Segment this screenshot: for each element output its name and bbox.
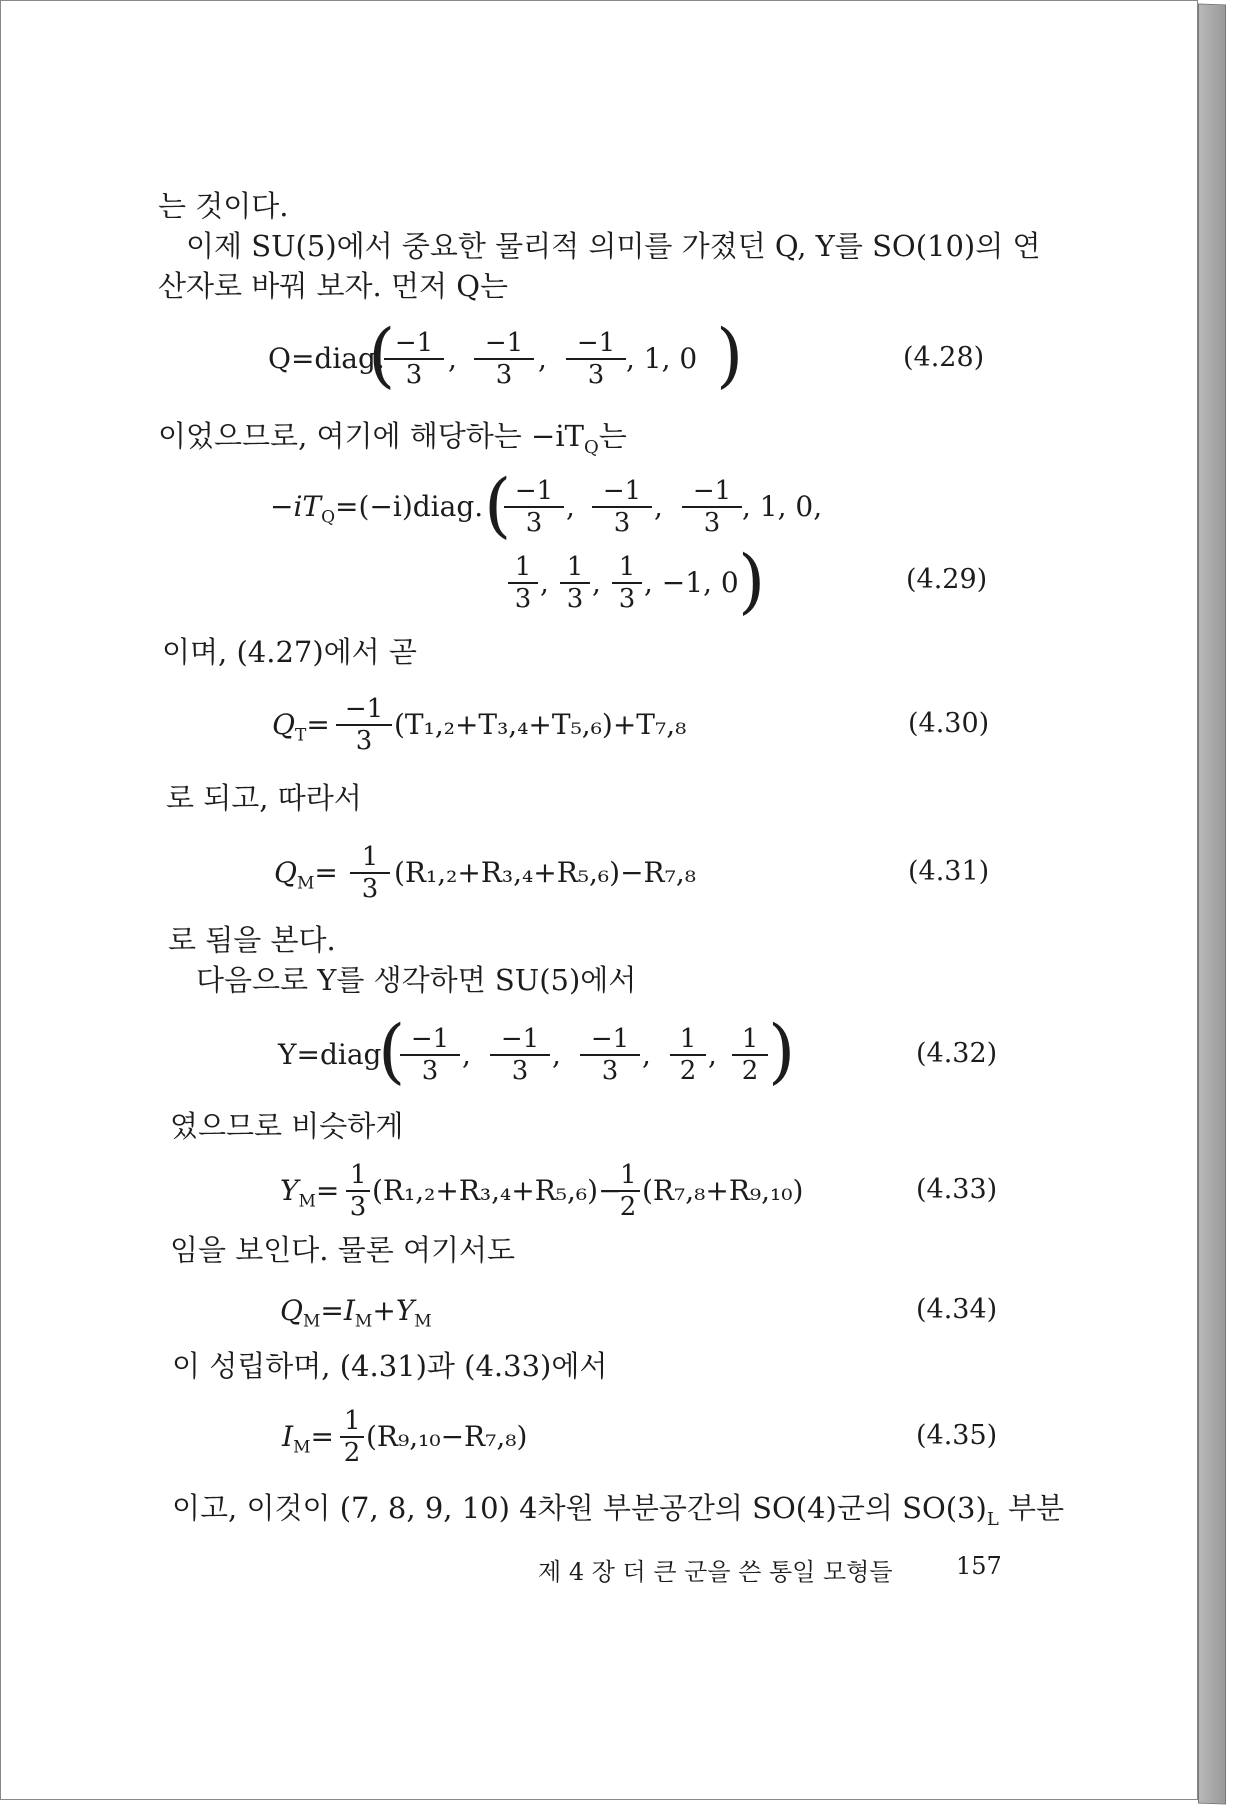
- eq-4-35-lhs: $I_M=$: [282, 1420, 334, 1458]
- eq-4-30-lhs: $Q_T=$: [272, 708, 330, 746]
- eq-4-29-close-paren: ): [738, 540, 766, 622]
- eq-4-28-open-paren: (: [368, 314, 396, 396]
- text-line-6: 로 되고, 따라서: [166, 781, 362, 815]
- eq-4-29-frac-1: $\frac{-1}{3}$: [504, 476, 564, 538]
- eq-4-29-tail-row1: , 1, 0,: [742, 490, 823, 523]
- text-line-9: 였으므로 비슷하게: [170, 1109, 404, 1143]
- eq-4-33-lhs: $Y_M=$: [280, 1174, 340, 1212]
- eq-4-28-lhs: Q=diag.: [268, 342, 385, 375]
- text-line-7: 로 됨을 본다.: [168, 923, 336, 957]
- eq-4-32-comma-3: ,: [642, 1038, 651, 1071]
- eq-4-29-frac-4: $\frac{1}{3}$: [508, 552, 538, 614]
- text-line-5: 이며, (4.27)에서 곧: [162, 635, 417, 669]
- eq-4-32-frac-3: $\frac{-1}{3}$: [580, 1024, 640, 1086]
- eq-4-28-comma-1: ,: [448, 342, 457, 375]
- eq-4-35-frac: $\frac{1}{2}$: [340, 1406, 364, 1468]
- eq-4-34-number: (4.34): [916, 1294, 998, 1325]
- eq-4-30-rhs: (T₁,₂+T₃,₄+T₅,₆)+T₇,₈: [394, 708, 687, 741]
- eq-4-31-number: (4.31): [908, 856, 990, 887]
- eq-4-32-close-paren: ): [768, 1010, 796, 1092]
- text-line-12: 이고, 이것이 (7, 8, 9, 10) 4차원 부분공간의 SO(4)군의 $SO(3)_L$ 부분: [172, 1491, 1065, 1530]
- eq-4-29-comma-4: ,: [592, 566, 601, 599]
- eq-4-28-close-paren: ): [716, 314, 744, 396]
- eq-4-32-comma-4: ,: [708, 1038, 717, 1071]
- eq-4-32-number: (4.32): [916, 1038, 998, 1069]
- running-footer-chapter: 제 4 장 더 큰 군을 쓴 통일 모형들: [538, 1558, 893, 1586]
- eq-4-29-frac-5: $\frac{1}{3}$: [560, 552, 590, 614]
- text-line-11: 이 성립하며, (4.31)과 (4.33)에서: [172, 1349, 608, 1383]
- eq-4-32-comma-2: ,: [552, 1038, 561, 1071]
- text-line-1: 는 것이다.: [158, 189, 289, 223]
- page-number: 157: [956, 1552, 1002, 1580]
- eq-4-29-lhs: $-iT_Q=(-i)diag$.: [270, 490, 484, 528]
- eq-4-33-number: (4.33): [916, 1174, 998, 1205]
- eq-4-31-frac: $\frac{1}{3}$: [350, 842, 390, 904]
- eq-4-29-comma-3: ,: [540, 566, 549, 599]
- eq-4-32-frac-1: $\frac{-1}{3}$: [400, 1024, 460, 1086]
- eq-4-33-rhs: (R₇,₈+R₉,₁₀): [642, 1174, 804, 1207]
- eq-4-29-open-paren: (: [484, 464, 512, 546]
- eq-4-32-frac-5: $\frac{1}{2}$: [732, 1024, 768, 1086]
- eq-4-29-tail-row2: , −1, 0: [644, 566, 739, 599]
- eq-4-32-open-paren: (: [378, 1010, 406, 1092]
- eq-4-29-number: (4.29): [906, 564, 988, 595]
- eq-4-32-comma-1: ,: [462, 1038, 471, 1071]
- eq-4-29-frac-6: $\frac{1}{3}$: [612, 552, 642, 614]
- eq-4-30-number: (4.30): [908, 708, 990, 739]
- eq-4-35-number: (4.35): [916, 1420, 998, 1451]
- eq-4-32-lhs: Y=diag.: [278, 1038, 391, 1071]
- eq-4-28-number: (4.28): [903, 342, 985, 373]
- eq-4-33-mid: (R₁,₂+R₃,₄+R₅,₆)−: [372, 1174, 622, 1207]
- eq-4-28-tail: , 1, 0: [626, 342, 698, 375]
- eq-4-29-frac-2: $\frac{-1}{3}$: [592, 476, 652, 538]
- eq-4-33-frac-1: $\frac{1}{3}$: [346, 1160, 370, 1222]
- eq-4-34-expr: $Q_M=I_M+Y_M$: [280, 1294, 432, 1332]
- eq-4-28-frac-1: $\frac{-1}{3}$: [384, 328, 444, 390]
- eq-4-30-frac: $\frac{-1}{3}$: [336, 694, 392, 756]
- eq-4-32-frac-4: $\frac{1}{2}$: [670, 1024, 706, 1086]
- eq-4-29-comma-1: ,: [566, 490, 575, 523]
- eq-4-31-lhs: $Q_M=$: [274, 856, 338, 894]
- text-line-2: 이제 SU(5)에서 중요한 물리적 의미를 가졌던 Q, Y를 SO(10)의 연: [186, 229, 1041, 263]
- eq-4-28-frac-3: $\frac{-1}{3}$: [566, 328, 626, 390]
- eq-4-28-frac-2: $\frac{-1}{3}$: [474, 328, 534, 390]
- text-line-10: 임을 보인다. 물론 여기서도: [170, 1233, 516, 1267]
- text-line-3: 산자로 바꿔 보자. 먼저 Q는: [158, 269, 509, 303]
- eq-4-35-rhs: (R₉,₁₀−R₇,₈): [366, 1420, 528, 1453]
- text-line-4: 이었으므로, 여기에 해당하는 $-iT_Q$는: [158, 419, 627, 458]
- eq-4-32-frac-2: $\frac{-1}{3}$: [490, 1024, 550, 1086]
- eq-4-29-comma-2: ,: [654, 490, 663, 523]
- eq-4-33-frac-2: $\frac{1}{2}$: [616, 1160, 640, 1222]
- eq-4-29-frac-3: $\frac{-1}{3}$: [682, 476, 742, 538]
- text-line-8: 다음으로 Y를 생각하면 SU(5)에서: [196, 963, 637, 997]
- eq-4-31-rhs: (R₁,₂+R₃,₄+R₅,₆)−R₇,₈: [394, 856, 696, 889]
- page-stack-edge: [1198, 4, 1226, 1805]
- eq-4-28-comma-2: ,: [538, 342, 547, 375]
